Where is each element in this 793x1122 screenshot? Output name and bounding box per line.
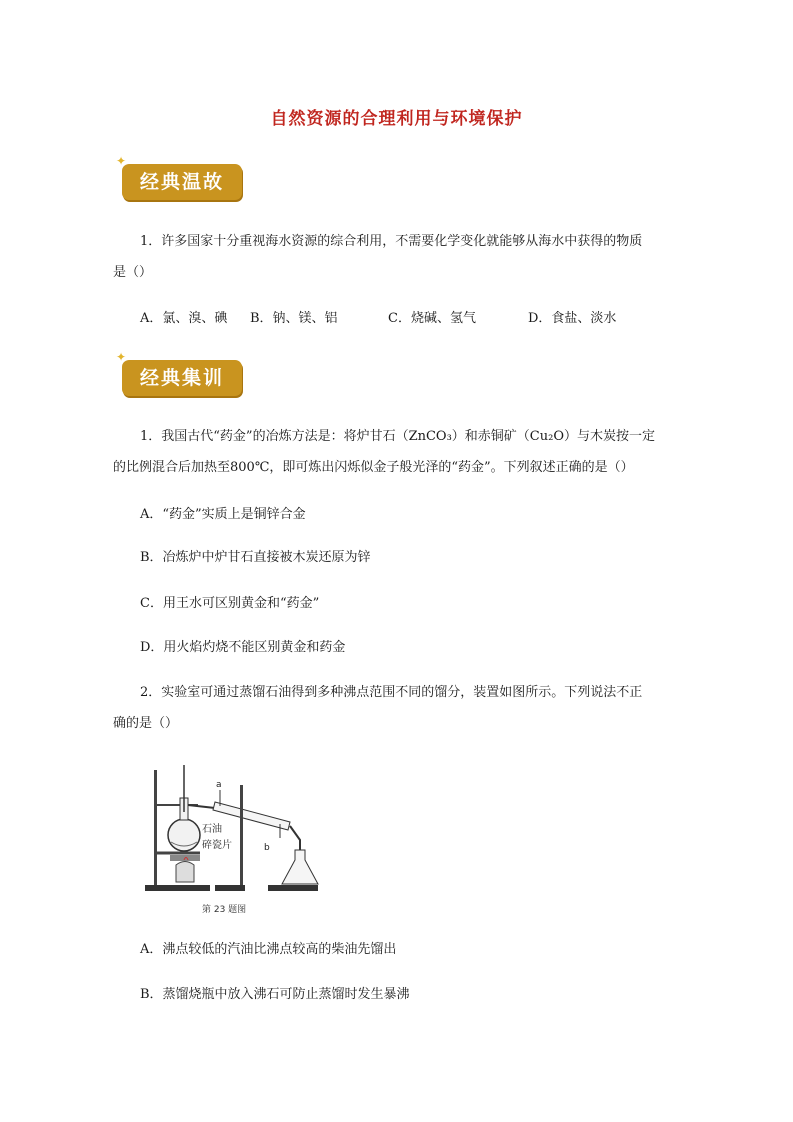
option-a: A．沸点较低的汽油比沸点较高的柴油先馏出 [140,942,397,957]
question-line: 1．我国古代“药金”的冶炼方法是：将炉甘石（ZnCO₃）和赤铜矿（Cu₂O）与木炭按一定 [140,429,655,444]
section-heading: 经典集训 [139,367,224,389]
question-line: 确的是（） [113,716,179,731]
label-chips: 碎瓷片 [202,840,232,851]
question-line: 2．实验室可通过蒸馏石油得到多种沸点范围不同的馏分，装置如图所示。下列说法不正 [140,685,643,700]
stand-base-right [268,885,318,891]
section-heading: 经典温故 [139,171,224,193]
option-b: B．蒸馏烧瓶中放入沸石可防止蒸馏时发生暴沸 [140,987,410,1002]
option-a: A．氯、溴、碘 [140,311,228,326]
question-line: 的比例混合后加热至800℃，即可炼出闪烁似金子般光泽的“药金”。下列叙述正确的是（） [113,460,634,475]
question-line: 是（） [113,265,153,280]
condenser [213,802,290,830]
label-oil: 石油 [202,824,222,835]
option-b: B．冶炼炉中炉甘石直接被木炭还原为锌 [140,550,371,565]
alcohol-lamp [176,862,194,883]
section-banner-review [116,154,242,200]
side-arm [188,805,215,808]
stand-rod-left [154,770,157,885]
figure-caption: 第 23 题图 [202,905,247,915]
option-c: C．用王水可区别黄金和“药金” [140,596,320,611]
option-d: D．用火焰灼烧不能区别黄金和药金 [140,640,346,655]
stand-base-left [145,885,210,891]
stand-rod-right [240,785,243,885]
distillation-apparatus-diagram [140,760,330,920]
option-b: B．钠、镁、铝 [250,311,338,326]
star-icon: ✦ [116,350,127,364]
option-d: D．食盐、淡水 [528,311,617,326]
section-banner-training [116,350,242,396]
distillation-figure [140,760,330,920]
label-b: b [264,843,270,853]
star-icon: ✦ [116,154,127,168]
question-line: 1．许多国家十分重视海水资源的综合利用，不需要化学变化就能够从海水中获得的物质 [140,234,643,249]
option-c: C．烧碱、氢气 [388,311,476,326]
page-title: 自然资源的合理利用与环境保护 [270,109,523,129]
option-a: A．“药金”实质上是铜锌合金 [140,507,306,522]
stand-base-middle [215,885,245,891]
label-a: a [216,780,222,790]
receiving-flask [282,850,318,884]
